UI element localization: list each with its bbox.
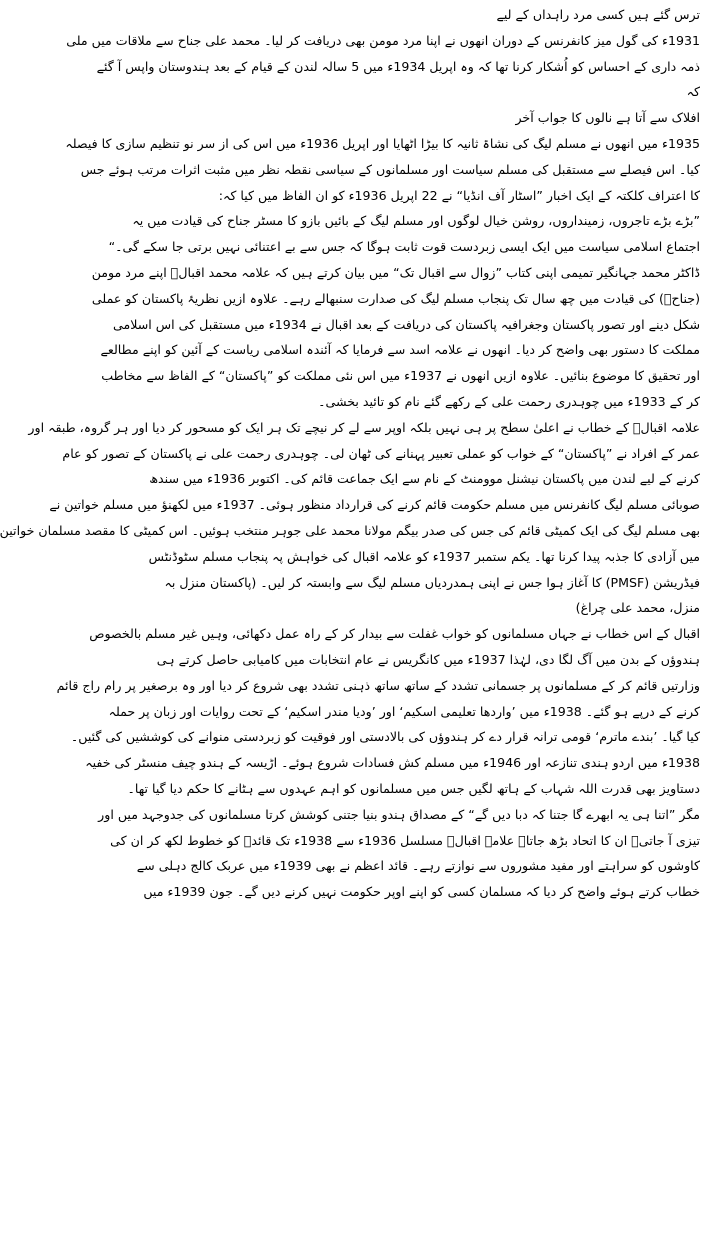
text-line: علامہ اقبالؒ کے خطاب نے اعلیٰ سطح پر ہی نہیں بلکہ اوپر سے لے کر نیچے تک ہر ایک کو مسحور کر دیا اور ہر گروہ، طبقہ اور bbox=[28, 419, 700, 435]
text-line: (جناحؒ) کی قیادت میں چھ سال تک پنجاب مسلم لیگ کی صدارت سنبھالے رہے۔ علاوہ ازیں نظریۂ پاکستان کو عملی bbox=[91, 290, 700, 306]
text-line: کیا گیا۔ ’بندے ماترم‘ قومی ترانہ قرار دے کر ہندوؤں کی بالادستی اور فوقیت کو زبردستی منوانے کی کوششیں کی گئیں۔ bbox=[70, 729, 700, 745]
text-line: مملکت کا دستور بھی واضح کر دیا۔ انھوں نے علامہ اسد سے فرمایا کہ آئندہ اسلامی ریاست کے آئین کو اپنے مطالعے bbox=[100, 342, 700, 358]
text-line: دستاویز بھی قدرت اللہ شہاب کے ہاتھ لگیں جس میں مسلمانوں کو اہم عہدوں سے ہٹانے کا حکم دیا گیا تھا۔ bbox=[127, 780, 700, 796]
text-line: اقبال کے اس خطاب نے جہاں مسلمانوں کو خواب غفلت سے بیدار کر کے راہ عمل دکھائی، وہیں غیر مسلم بالخصوص bbox=[89, 626, 700, 642]
text-line: کہ bbox=[686, 84, 700, 100]
text-line: تیزی آ جاتی۔ ان کا اتحاد بڑھ جاتا۔ علامہ اقبالؒ مسلسل 1936ء سے 1938ء تک قائدؒ کو خطوط لکھ کر ان کی bbox=[110, 832, 700, 848]
text-line: افلاک سے آتا ہے نالوں کا جواب آخر bbox=[515, 110, 700, 126]
text-line: 1935ء میں انھوں نے مسلم لیگ کی نشاۃ ثانیہ کا بیڑا اٹھایا اور اپریل 1936ء میں اس کی از سر نو تنظیم سازی کا فیصلہ bbox=[65, 135, 700, 151]
text-line: اجتماع اسلامی سیاست میں ایک ایسی زبردست قوت ثابت ہوگا کہ جس سے بے اعتنائی نہیں برتی جا سکے گی۔“ bbox=[108, 239, 700, 255]
text-line: کرنے کے درپے ہو گئے۔ 1938ء میں ’واردھا تعلیمی اسکیم‘ اور ’ودیا مندر اسکیم‘ کے تحت روایات اور زبان پر حملہ bbox=[108, 703, 700, 719]
text-line: میں آزادی کا جذبہ پیدا کرنا تھا۔ یکم ستمبر 1937ء کو علامہ اقبال کی خواہش پہ پنجاب مسلم سٹوڈنٹس bbox=[148, 548, 700, 564]
text-line: وزارتیں قائم کر کے مسلمانوں پر جسمانی تشدد کے ساتھ ساتھ ذہنی تشدد بھی شروع کر دیا اور وہ برصغیر پر رام راج قائم bbox=[56, 677, 700, 693]
text-line: کیا۔ اس فیصلے سے مستقبل کی مسلم سیاست اور مسلمانوں کے سیاسی نقطہ نظر میں مثبت اثرات مرتب ہوئے جس bbox=[80, 161, 700, 177]
text-line: مگر ”اتنا ہی یہ ابھرے گا جتنا کہ دبا دیں گے“ کے مصداق ہندو بنیا جتنی کوشش کرتا مسلمانوں کی جدوجہد میں اور bbox=[98, 806, 700, 822]
text-line: ڈاکٹر محمد جہانگیر تمیمی اپنی کتاب ”زوال سے اقبال تک“ میں بیان کرتے ہیں کہ علامہ محمد اقبالؒ اپنے مرد مومن bbox=[91, 264, 700, 280]
text-line: 1938ء میں اردو ہندی تنازعہ اور 1946ء میں مسلم کش فسادات شروع ہوئے۔ اڑیسہ کے ہندو چیف منسٹر کی خفیہ bbox=[85, 755, 700, 771]
text-line: کر کے 1933ء میں چوہدری رحمت علی کے رکھے گئے نام کو تائید بخشی۔ bbox=[318, 393, 700, 409]
text-line: ”بڑے بڑے تاجروں، زمینداروں، روشن خیال لوگوں اور مسلم لیگ کے بائیں بازو کا مسٹر جناح کی قیادت میں یہ bbox=[132, 213, 700, 229]
text-line: عمر کے افراد نے ”پاکستان“ کے خواب کو عملی تعبیر پہنانے کی ٹھان لی۔ چوہدری رحمت علی نے پاکستان کے تصور کو عام bbox=[62, 445, 700, 461]
text-line: کا اعتراف کلکتہ کے ایک اخبار ”اسٹار آف انڈیا“ نے 22 اپریل 1936ء کو ان الفاظ میں کیا کہ: bbox=[218, 187, 700, 203]
text-line: بھی مسلم لیگ کی ایک کمیٹی قائم کی جس کی صدر بیگم مولانا محمد علی جوہر منتخب ہوئیں۔ اس کمیٹی کا مقصد مسلمان خواتین bbox=[0, 522, 700, 538]
text-line: منزل، محمد علی چراغ) bbox=[575, 600, 700, 616]
text-line: خطاب کرتے ہوئے واضح کر دیا کہ مسلمان کسی کو اپنے اوپر حکومت نہیں کرنے دیں گے۔ جون 1939ء میں bbox=[143, 884, 700, 900]
text-line: شکل دینے اور تصور پاکستان وجغرافیہ پاکستان کی دریافت کے بعد اقبال نے 1934ء میں مستقبل کی اس اسلامی bbox=[112, 316, 700, 332]
text-line: کرنے کے لیے لندن میں پاکستان نیشنل موومنٹ کے نام سے ایک جماعت قائم کی۔ اکتوبر 1936ء میں سندھ bbox=[149, 471, 700, 487]
text-line: ہندوؤں کے بدن میں آگ لگا دی، لہٰذا 1937ء میں کانگریس نے عام انتخابات میں کامیابی حاصل کرتے ہی bbox=[156, 651, 700, 667]
text-line: ترس گئے ہیں کسی مرد راہداں کے لیے bbox=[496, 7, 700, 22]
article-text bbox=[0, 2, 700, 905]
text-line: فیڈریشن (PMSF) کا آغاز ہوا جس نے اپنی ہمدردیاں مسلم لیگ سے وابستہ کر لیں۔ (پاکستان منزل بہ bbox=[164, 574, 700, 590]
text-line: ذمہ داری کے احساس کو اُشکار کرنا تھا کہ وہ اپریل 1934ء میں 5 سالہ لندن کے قیام کے بعد ہندوستان واپس آ گئے bbox=[96, 58, 700, 74]
text-line: صوبائی مسلم لیگ کانفرنس میں مسلم حکومت قائم کرنے کی قرارداد منظور ہوئی۔ 1937ء میں لکھنؤ میں مسلم خواتین نے bbox=[49, 497, 700, 513]
text-line: اور تحقیق کا موضوع بنائیں۔ علاوہ ازیں انھوں نے 1937ء میں اس نئی مملکت کو ”پاکستان“ کے الفاظ سے مخاطب bbox=[101, 368, 700, 384]
text-line: کاوشوں کو سراہتے اور مفید مشوروں سے نوازتے رہے۔ قائد اعظم نے بھی 1939ء میں عربک کالج دہلی سے bbox=[136, 858, 700, 874]
text-line: 1931ء کی گول میز کانفرنس کے دوران انھوں نے اپنا مرد مومن بھی دریافت کر لیا۔ محمد علی جناح سے ملاقات میں ملی bbox=[66, 32, 700, 48]
